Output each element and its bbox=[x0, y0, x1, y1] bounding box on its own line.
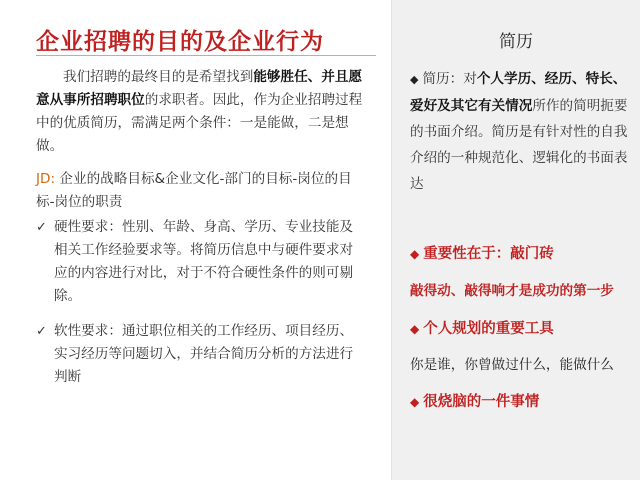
diamond-icon: ◆ bbox=[410, 247, 420, 261]
importance-heading-text: 重要性在于：敲门砖 bbox=[423, 246, 554, 262]
intro-text-1: 我们招聘的最终目的是希望找到 bbox=[63, 69, 254, 85]
diamond-icon: ◆ bbox=[410, 322, 420, 336]
brain-burning-heading-text: 很烧脑的一件事情 bbox=[423, 394, 540, 410]
check-icon: ✓ bbox=[36, 324, 47, 339]
jd-label: JD: bbox=[36, 171, 56, 187]
planning-tool-subtext: 你是谁，你曾做过什么，能做什么 bbox=[410, 357, 614, 373]
resume-def-bold: 个人学历、经历、特长、爱好及其它有关情况 bbox=[410, 71, 627, 114]
importance-heading bbox=[410, 242, 554, 263]
intro-paragraph bbox=[36, 66, 366, 158]
planning-tool-heading bbox=[410, 317, 554, 338]
resume-def-text-1: 简历：对 bbox=[422, 71, 477, 87]
brain-burning-heading bbox=[410, 390, 539, 411]
importance-subtext: 敲得动、敲得响才是成功的第一步 bbox=[410, 283, 614, 299]
title-underline bbox=[36, 55, 376, 56]
resume-def-text-2: 所作的简明扼要的书面介绍。简历是有针对性的自我介绍的一种规范化、逻辑化的书面表达 bbox=[410, 98, 628, 192]
hard-requirement-item bbox=[36, 216, 366, 308]
page-title: 企业招聘的目的及企业行为 bbox=[36, 29, 324, 55]
hard-requirement-text: 硬性要求：性别、年龄、身高、学历、专业技能及相关工作经验要求等。将简历信息中与硬件要求对应的内容进行对比，对于不符合硬性条件的则可剔除。 bbox=[54, 219, 354, 304]
resume-title: 简历 bbox=[499, 32, 533, 52]
intro-text-2: 的求职者。因此，作为企业招聘过程中的优质简历，需满足两个条件：一是能做，二是想做。 bbox=[36, 92, 363, 154]
panel-divider bbox=[391, 0, 392, 480]
jd-text: 企业的战略目标&企业文化-部门的目标-岗位的目标-岗位的职责 bbox=[36, 171, 352, 210]
intro-bold: 能够胜任、并且愿意从事所招聘职位 bbox=[36, 69, 363, 108]
resume-definition bbox=[410, 66, 632, 197]
soft-requirement-text: 软性要求：通过职位相关的工作经历、项目经历、实习经历等问题切入，并结合简历分析的方法进行判断 bbox=[54, 323, 354, 385]
soft-requirement-item bbox=[36, 320, 366, 389]
diamond-icon: ◆ bbox=[410, 395, 420, 409]
diamond-icon: ◆ bbox=[410, 73, 419, 86]
check-icon: ✓ bbox=[36, 220, 47, 235]
jd-paragraph bbox=[36, 168, 366, 214]
planning-tool-heading-text: 个人规划的重要工具 bbox=[423, 321, 554, 337]
